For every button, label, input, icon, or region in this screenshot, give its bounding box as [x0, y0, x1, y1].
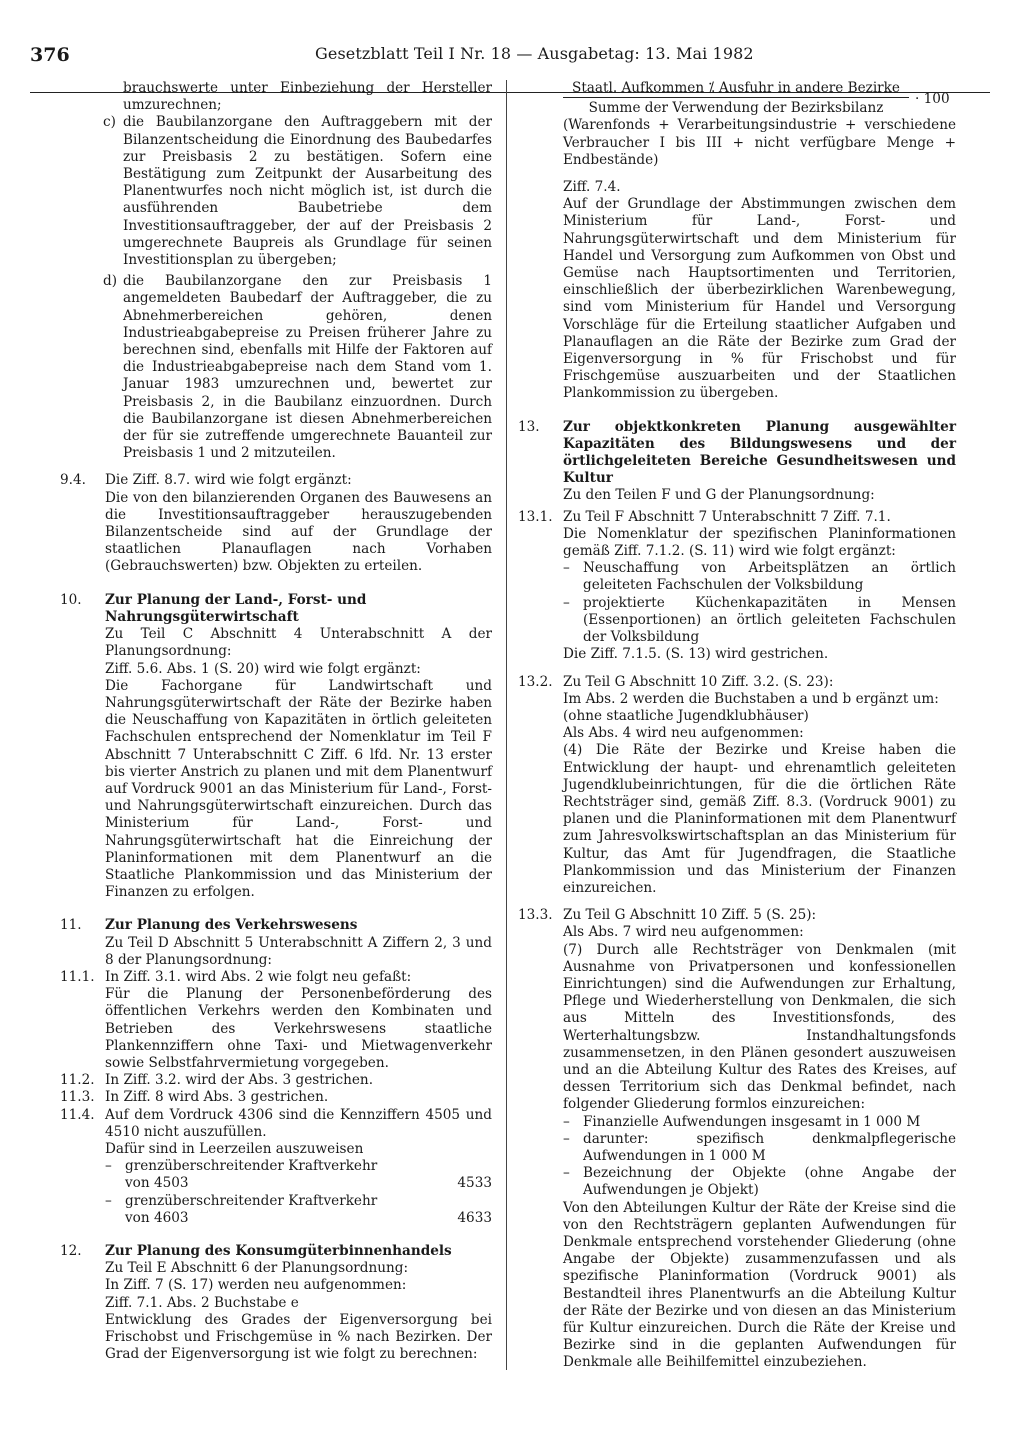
section-number: 10.: [60, 591, 82, 608]
section-heading: Zur objektkonkreten Planung ausgewählter Kapazitäten des Bildungswesens und der örtlichgeleiteten Bereiche Gesundheitswesen und Kultur: [563, 418, 956, 487]
section-title: Zu Teil G Abschnitt 10 Ziff. 3.2. (S. 23):: [563, 673, 834, 690]
section-reference: Zu Teil E Abschnitt 6 der Planungsordnung:: [105, 1260, 409, 1277]
section-text: Entwicklung des Grades der Eigenversorgung bei Frischobst und Frischgemüse in % nach Bezirken. Der Grad der Eigenversorgung ist wie folgt zu berechnen:: [105, 1311, 492, 1363]
section-new: In Ziff. 7 (S. 17) werden neu aufgenommen:: [105, 1277, 407, 1294]
list-item: [105, 1193, 492, 1227]
section-text: Die Ziff. 7.1.5. (S. 13) wird gestrichen.: [563, 646, 829, 663]
section-13: [518, 419, 956, 505]
closing-paragraph: Von den Abteilungen Kultur der Räte der Kreise sind die von den Rechtsträgern geplanten Aufwendungen für Denkmale entsprechend vorstehender Gliederung (ohne Angabe der Objekte) zusammenzufassen und als spezifische Planinformation (Vordruck 9001) als Bestandteil ihres Planentwurfs an die Abteilung Kultur der Räte der Bezirke und von diesen an das Ministerium für Kultur einzureichen. Durch die Räte der Kreise und Bezirke sind in die geplanten Aufwendungen für Denkmale alle Beihilfemittel einzubeziehen.: [563, 1199, 956, 1371]
section-heading: Zur Planung der Land-, Forst- und Nahrungsgüterwirtschaft: [105, 591, 367, 625]
section-text: Auf dem Vordruck 4306 sind die Kennziffern 4505 und 4510 nicht auszufüllen.: [105, 1106, 492, 1140]
dash-marker: –: [105, 1158, 112, 1175]
dash-marker: –: [563, 1130, 570, 1147]
section-text: Als Abs. 4 wird neu aufgenommen:: [563, 725, 804, 742]
section-title: In Ziff. 3.1. wird Abs. 2 wie folgt neu gefaßt:: [105, 968, 412, 985]
section-13-3: [518, 907, 956, 1371]
section-number: 12.: [60, 1243, 82, 1259]
item-text: grenzüberschreitender Kraftverkehr: [125, 1192, 378, 1209]
section-number: 13.2.: [518, 673, 553, 690]
item-text: darunter: spezifisch denkmalpflegerische Aufwendungen in 1 000 M: [583, 1130, 956, 1164]
item-text: die Baubilanzorgane den zur Preisbasis 1 angemeldeten Baubedarf der Auftraggeber, die zu Abnehmerbereichen gehören, denen Industrieabgabepreise zu Preisen früherer Jahre zu berechnen sind, ebenfalls mit Hilfe der Faktoren auf die Industrieabgabepreise nach dem Stand vom 1. Januar 1983 umzurechnen und, bewertet zur Preisbasis 2, in die Baubilanz einzuordnen. Durch die Baubilanzorgane ist diesen Abnehmerbereichen der für sie zutreffende umgerechnete Bauanteil zur Preisbasis 1 und 2 mitzuteilen.: [123, 273, 492, 462]
dash-marker: –: [563, 1165, 570, 1182]
list-item: [563, 1131, 956, 1165]
section-11-1: [60, 969, 492, 1072]
continuation-text: brauchswerte unter Einbeziehung der Hersteller umzurechnen;: [123, 80, 492, 114]
section-text: In Ziff. 3.2. wird der Abs. 3 gestrichen.: [105, 1072, 374, 1089]
left-column: [60, 80, 492, 1363]
formula-numerator: Staatl. Aufkommen ⁒ Ausfuhr in andere Bezirke: [572, 80, 900, 96]
formula: [518, 80, 956, 117]
section-text: Für die Planung der Personenbeförderung des öffentlichen Verkehrs werden den Kombinaten und Betrieben des Verkehrswesens staatliche Plankennziffern ohne Taxi- und Mietwagenverkehr sowie Selbstfahrvermietung vorgegeben.: [105, 986, 492, 1071]
section-reference: Zu Teil D Abschnitt 5 Unterabschnitt A Ziffern 2, 3 und 8 der Planungsordnung:: [105, 934, 492, 968]
section-number: 13.3.: [518, 907, 553, 924]
item-code: 4633: [457, 1209, 492, 1226]
list-item: [105, 1158, 492, 1192]
item-text: von 4503: [125, 1175, 189, 1192]
section-heading: Zur Planung des Verkehrswesens: [105, 917, 358, 934]
section-number: 11.4.: [60, 1106, 95, 1123]
item-code: 4533: [457, 1175, 492, 1192]
section-number: 13.: [518, 418, 540, 435]
section-text: Die von den bilanzierenden Organen des Bauwesens an die Investitionsauftraggeber herauszugebenden Bilanzentscheide sind auf der Grundlage der staatlichen Planauflagen nach Vorhaben (Gebrauchswerten) bzw. Objekten zu erteilen.: [105, 489, 492, 575]
ziff-7-4-text: Auf der Grundlage der Abstimmungen zwischen dem Ministerium für Land-, Forst- und Nahrungsgüterwirtschaft und dem Ministerium für Handel und Versorgung zum Aufkommen von Obst und Gemüse nach Hauptsortimenten und Territorien, einschließlich der überbezirklichen Warenbewegung, sind vom Ministerium für Handel und Versorgung Vorschläge für die Erteilung staatlicher Aufgaben und Planauflagen an die Räte der Bezirke zum Grad der Eigenversorgung in % für Frischobst und für Frischgemüse auszuarbeiten und der Staatlichen Plankommission zu übergeben.: [563, 196, 956, 402]
paragraph-abs-7: (7) Durch alle Rechtsträger von Denkmalen (mit Ausnahme von Privatpersonen und konfessionellen Einrichtungen) sind die Aufwendungen zur Erhaltung, Pflege und Wiederherstellung von Denkmalen, die sich aus Mitteln des Investitionsfonds, des Werterhaltungsbzw. Instandhaltungsfonds zusammensetzen, in den Plänen gesondert auszuweisen und an die Abteilung Kultur des Rates des Kreises, auf dessen Territorium sich das Denkmal befindet, nach folgender Gliederung formlos einzureichen:: [563, 941, 956, 1113]
item-text: projektierte Küchenkapazitäten in Mensen (Essenportionen) an örtlich geleiteten Fachschulen der Volksbildung: [583, 594, 956, 646]
section-11-3: [60, 1089, 492, 1106]
item-text: Finanzielle Aufwendungen insgesamt in 1 000 M: [583, 1113, 921, 1130]
item-marker: c): [103, 114, 116, 131]
paragraph-abs-4: (4) Die Räte der Bezirke und Kreise haben die Entwicklung der haupt- und ehrenamtlich geleiteten Jugendklubeinrichtungen, für die die örtlichen Räte Rechtsträger sind, gemäß Ziff. 8.3. (Vordruck 9001) zu planen und die Planinformationen mit dem Planentwurf zum Jahresvolkswirtschaftsplan an das Ministerium für Kultur, das Amt für Jugendfragen, die Staatliche Plankommission und das Ministerium der Finanzen einzureichen.: [563, 742, 956, 896]
list-item-c: [103, 114, 492, 269]
section-reference: Zu den Teilen F und G der Planungsordnung:: [563, 487, 875, 504]
list-item: [563, 560, 956, 594]
section-text: Als Abs. 7 wird neu aufgenommen:: [563, 924, 804, 941]
section-number: 13.1.: [518, 508, 553, 525]
section-number: 11.2.: [60, 1072, 95, 1089]
section-heading: Zur Planung des Konsumgüterbinnenhandels: [105, 1243, 452, 1259]
section-number: 11.1.: [60, 968, 95, 985]
right-column: [518, 80, 956, 1372]
page-number: 376: [30, 44, 70, 66]
dash-marker: –: [105, 1192, 112, 1209]
formula-denominator: Summe der Verwendung der Bezirksbilanz: [563, 97, 909, 117]
section-number: 11.3.: [60, 1089, 95, 1106]
item-text: grenzüberschreitender Kraftverkehr: [125, 1158, 378, 1175]
formula-factor: · 100: [915, 91, 950, 108]
list-intro: Dafür sind in Leerzeilen auszuweisen: [105, 1140, 364, 1157]
section-11: [60, 917, 492, 969]
dash-marker: –: [563, 594, 570, 611]
section-text: Die Fachorgane für Landwirtschaft und Nahrungsgüterwirtschaft der Räte der Bezirke haben die Neuschaffung von Kapazitäten in örtlich geleiteten Fachschulen entsprechend der Nomenklatur im Teil F Abschnitt 7 Unterabschnitt C Ziff. 6 lfd. Nr. 13 erster bis vierter Anstrich zu planen und mit dem Planentwurf auf Vordruck 9001 an das Ministerium für Land-, Forst- und Nahrungsgüterwirtschaft einzureichen. Durch das Ministerium für Land-, Forst- und Nahrungsgüterwirtschaft hat die Einreichung der Planinformationen mit dem Planentwurf an die Staatliche Plankommission und das Ministerium der Finanzen zu erfolgen.: [105, 677, 492, 901]
dash-marker: –: [563, 560, 570, 577]
section-ziff: Ziff. 7.1. Abs. 2 Buchstabe e: [105, 1294, 299, 1311]
section-12: [60, 1243, 492, 1363]
gazette-title: Gesetzblatt Teil I Nr. 18 — Ausgabetag: 13. Mai 1982: [315, 44, 754, 63]
list-item-d: [103, 273, 492, 462]
item-text: Bezeichnung der Objekte (ohne Angabe der Aufwendungen je Objekt): [583, 1165, 956, 1199]
section-11-4: [60, 1107, 492, 1227]
section-ziff: Ziff. 5.6. Abs. 1 (S. 20) wird wie folgt ergänzt:: [105, 660, 421, 677]
section-number: 9.4.: [60, 472, 86, 489]
section-number: 11.: [60, 917, 82, 934]
section-13-2: [518, 674, 956, 898]
section-11-2: [60, 1072, 492, 1089]
section-13-1: [518, 509, 956, 664]
section-title: Zu Teil G Abschnitt 10 Ziff. 5 (S. 25):: [563, 907, 817, 924]
ziff-7-4-title: Ziff. 7.4.: [563, 179, 621, 196]
section-9-4: [60, 472, 492, 575]
column-divider: [506, 80, 507, 1370]
section-text: Im Abs. 2 werden die Buchstaben a und b ergänzt um:: [563, 690, 939, 707]
item-marker: d): [103, 273, 118, 290]
section-reference: Zu Teil C Abschnitt 4 Unterabschnitt A der Planungsordnung:: [105, 626, 492, 660]
dash-marker: –: [563, 1113, 570, 1130]
formula-note: (Warenfonds + Verarbeitungsindustrie + verschiedene Verbraucher I bis III + nicht verfügbare Menge + Endbestände): [563, 117, 956, 168]
item-text: die Baubilanzorgane den Auftraggebern mit der Bilanzentscheidung die Einordnung des Baubedarfes zur Preisbasis 2 zu bestätigen. Sofern eine Bestätigung zum Zeitpunkt der Ausarbeitung des Planentwurfes noch nicht möglich ist, ist durch die ausführenden Baubetriebe dem Investitionsauftraggeber, der auf der Preisbasis 2 umgerechnete Baupreis als Grundlage für seinen Investitionsplan zu übergeben;: [123, 114, 492, 269]
item-text: von 4603: [125, 1209, 189, 1226]
section-text: In Ziff. 8 wird Abs. 3 gestrichen.: [105, 1089, 329, 1106]
section-title: Zu Teil F Abschnitt 7 Unterabschnitt 7 Ziff. 7.1.: [563, 508, 891, 525]
section-title: Die Ziff. 8.7. wird wie folgt ergänzt:: [105, 472, 352, 489]
section-text: Die Nomenklatur der spezifischen Planinformationen gemäß Ziff. 7.1.2. (S. 11) wird wie folgt ergänzt:: [563, 525, 956, 560]
list-item: [563, 595, 956, 647]
list-item: [563, 1165, 956, 1199]
list-item: [563, 1114, 956, 1131]
section-10: [60, 592, 492, 902]
section-text: (ohne staatliche Jugendklubhäuser): [563, 707, 809, 724]
item-text: Neuschaffung von Arbeitsplätzen an örtlich geleiteten Fachschulen der Volksbildung: [583, 560, 956, 594]
